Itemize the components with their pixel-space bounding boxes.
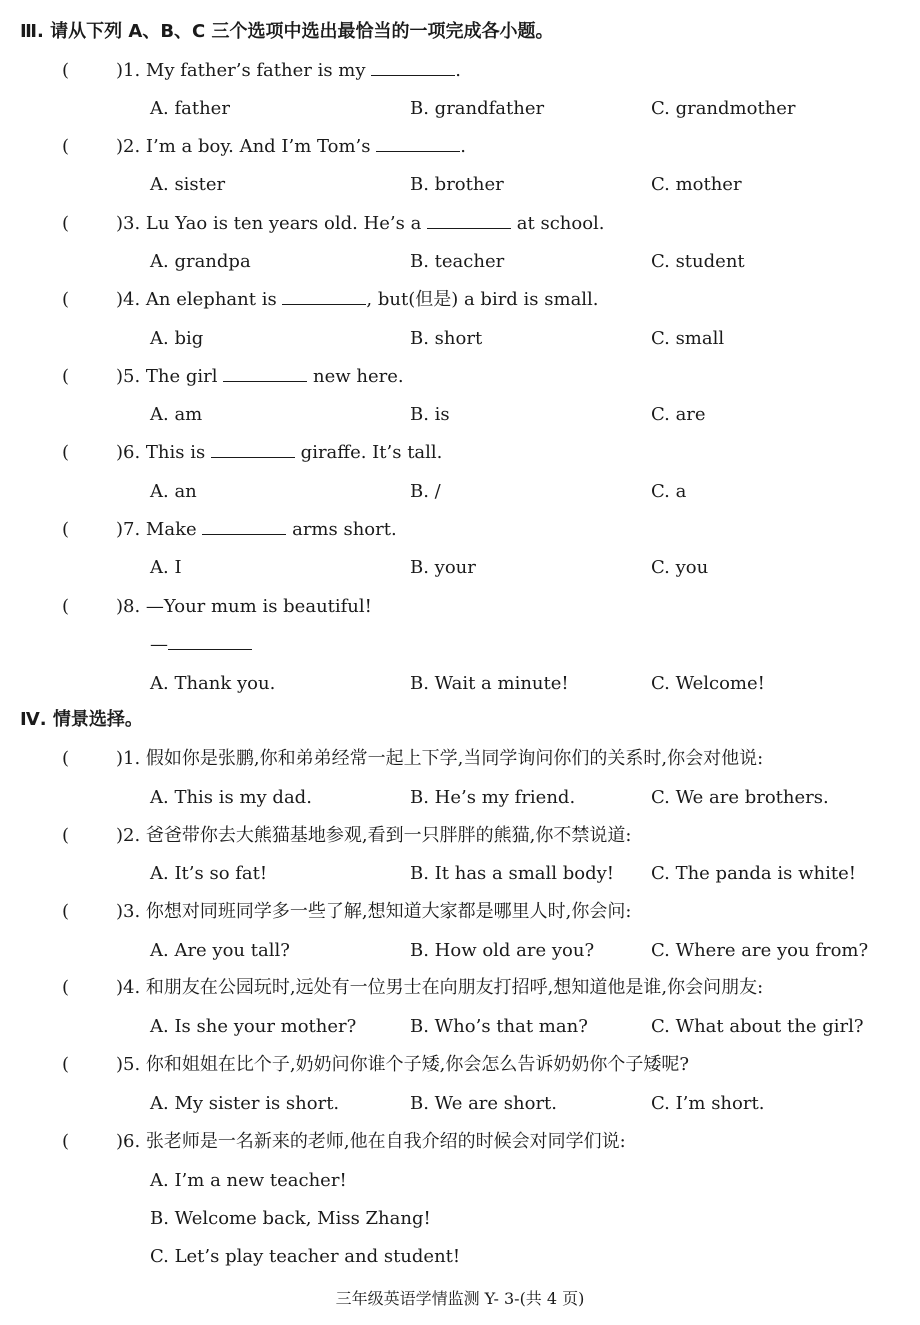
option-b: B. teacher: [410, 251, 505, 272]
question-stem: )3. 你想对同班同学多一些了解,想知道大家都是哪里人时,你会问:: [116, 901, 632, 922]
answer-paren: (: [62, 825, 70, 846]
answer-blank: [211, 441, 295, 458]
answer-paren: (: [62, 1054, 70, 1075]
answer-blank: [202, 518, 286, 535]
answer-blank: [168, 633, 252, 650]
answer-blank: [427, 212, 511, 229]
option-c: C. a: [651, 481, 687, 502]
option-a: A. This is my dad.: [150, 787, 312, 808]
question-stem: )6. 张老师是一名新来的老师,他在自我介绍的时候会对同学们说:: [116, 1131, 626, 1152]
option-c: C. you: [651, 557, 709, 578]
section-3-title: Ⅲ. 请从下列 A、B、C 三个选项中选出最恰当的一项完成各小题。: [20, 21, 554, 42]
answer-paren: (: [62, 977, 70, 998]
answer-paren: (: [62, 519, 70, 540]
option-c: C. Where are you from?: [651, 940, 869, 961]
answer-blank: [282, 288, 366, 305]
option-b: B. is: [410, 404, 450, 425]
answer-blank: [371, 59, 455, 76]
option-c: C. We are brothers.: [651, 787, 829, 808]
reply-dash: —: [150, 633, 252, 657]
option-a: A. am: [150, 404, 203, 425]
option-c: C. Welcome!: [651, 673, 765, 694]
section-4-title: Ⅳ. 情景选择。: [20, 709, 143, 730]
option-a: A. It’s so fat!: [150, 863, 268, 884]
answer-paren: (: [62, 136, 70, 157]
option-a: A. sister: [150, 174, 226, 195]
option-a: A. Thank you.: [150, 673, 276, 694]
option-a: A. My sister is short.: [150, 1093, 340, 1114]
answer-paren: (: [62, 1131, 70, 1152]
question-stem: )1. 假如你是张鹏,你和弟弟经常一起上下学,当同学询问你们的关系时,你会对他说:: [116, 748, 764, 769]
answer-paren: (: [62, 442, 70, 463]
option-b: B. short: [410, 328, 483, 349]
option-a: A. father: [150, 98, 230, 119]
answer-paren: (: [62, 213, 70, 234]
option-c: C. I’m short.: [651, 1093, 765, 1114]
question-stem: )8. —Your mum is beautiful!: [116, 596, 372, 617]
option-c: C. What about the girl?: [651, 1016, 864, 1037]
option-a: A. I: [150, 557, 182, 578]
page-footer: 三年级英语学情监测 Y- 3-(共 4 页): [335, 1289, 585, 1308]
answer-paren: (: [62, 901, 70, 922]
option-a: A. Are you tall?: [150, 940, 290, 961]
option-b: B. It has a small body!: [410, 863, 615, 884]
option-c: C. grandmother: [651, 98, 796, 119]
question-stem: )5. 你和姐姐在比个子,奶奶问你谁个子矮,你会怎么告诉奶奶你个子矮呢?: [116, 1054, 690, 1075]
answer-paren: (: [62, 366, 70, 387]
option-c: C. Let’s play teacher and student!: [150, 1246, 461, 1267]
question-stem: )4. An elephant is , but(但是) a bird is small.: [116, 289, 599, 310]
question-stem: )2. 爸爸带你去大熊猫基地参观,看到一只胖胖的熊猫,你不禁说道:: [116, 825, 632, 846]
option-b: B. /: [410, 481, 441, 502]
option-a: A. an: [150, 481, 197, 502]
answer-paren: (: [62, 748, 70, 769]
question-stem: )3. Lu Yao is ten years old. He’s a at school.: [116, 213, 605, 234]
option-b: B. We are short.: [410, 1093, 558, 1114]
question-stem: )7. Make arms short.: [116, 519, 397, 540]
option-b: B. your: [410, 557, 476, 578]
option-b: B. Wait a minute!: [410, 673, 569, 694]
option-b: B. brother: [410, 174, 504, 195]
question-stem: )6. This is giraffe. It’s tall.: [116, 442, 443, 463]
option-c: C. mother: [651, 174, 742, 195]
question-stem: )2. I’m a boy. And I’m Tom’s .: [116, 136, 466, 157]
option-c: C. small: [651, 328, 725, 349]
option-a: A. Is she your mother?: [150, 1016, 357, 1037]
answer-blank: [376, 135, 460, 152]
option-a: A. I’m a new teacher!: [150, 1170, 347, 1191]
option-c: C. The panda is white!: [651, 863, 856, 884]
option-b: B. Who’s that man?: [410, 1016, 588, 1037]
answer-paren: (: [62, 289, 70, 310]
option-b: B. Welcome back, Miss Zhang!: [150, 1208, 431, 1229]
answer-paren: (: [62, 596, 70, 617]
option-c: C. student: [651, 251, 745, 272]
option-b: B. How old are you?: [410, 940, 595, 961]
option-c: C. are: [651, 404, 706, 425]
question-stem: )4. 和朋友在公园玩时,远处有一位男士在向朋友打招呼,想知道他是谁,你会问朋友:: [116, 977, 764, 998]
option-a: A. grandpa: [150, 251, 251, 272]
answer-paren: (: [62, 60, 70, 81]
option-b: B. He’s my friend.: [410, 787, 576, 808]
option-a: A. big: [150, 328, 204, 349]
question-stem: )5. The girl new here.: [116, 366, 404, 387]
question-stem: )1. My father’s father is my .: [116, 60, 462, 81]
option-b: B. grandfather: [410, 98, 545, 119]
answer-blank: [223, 365, 307, 382]
